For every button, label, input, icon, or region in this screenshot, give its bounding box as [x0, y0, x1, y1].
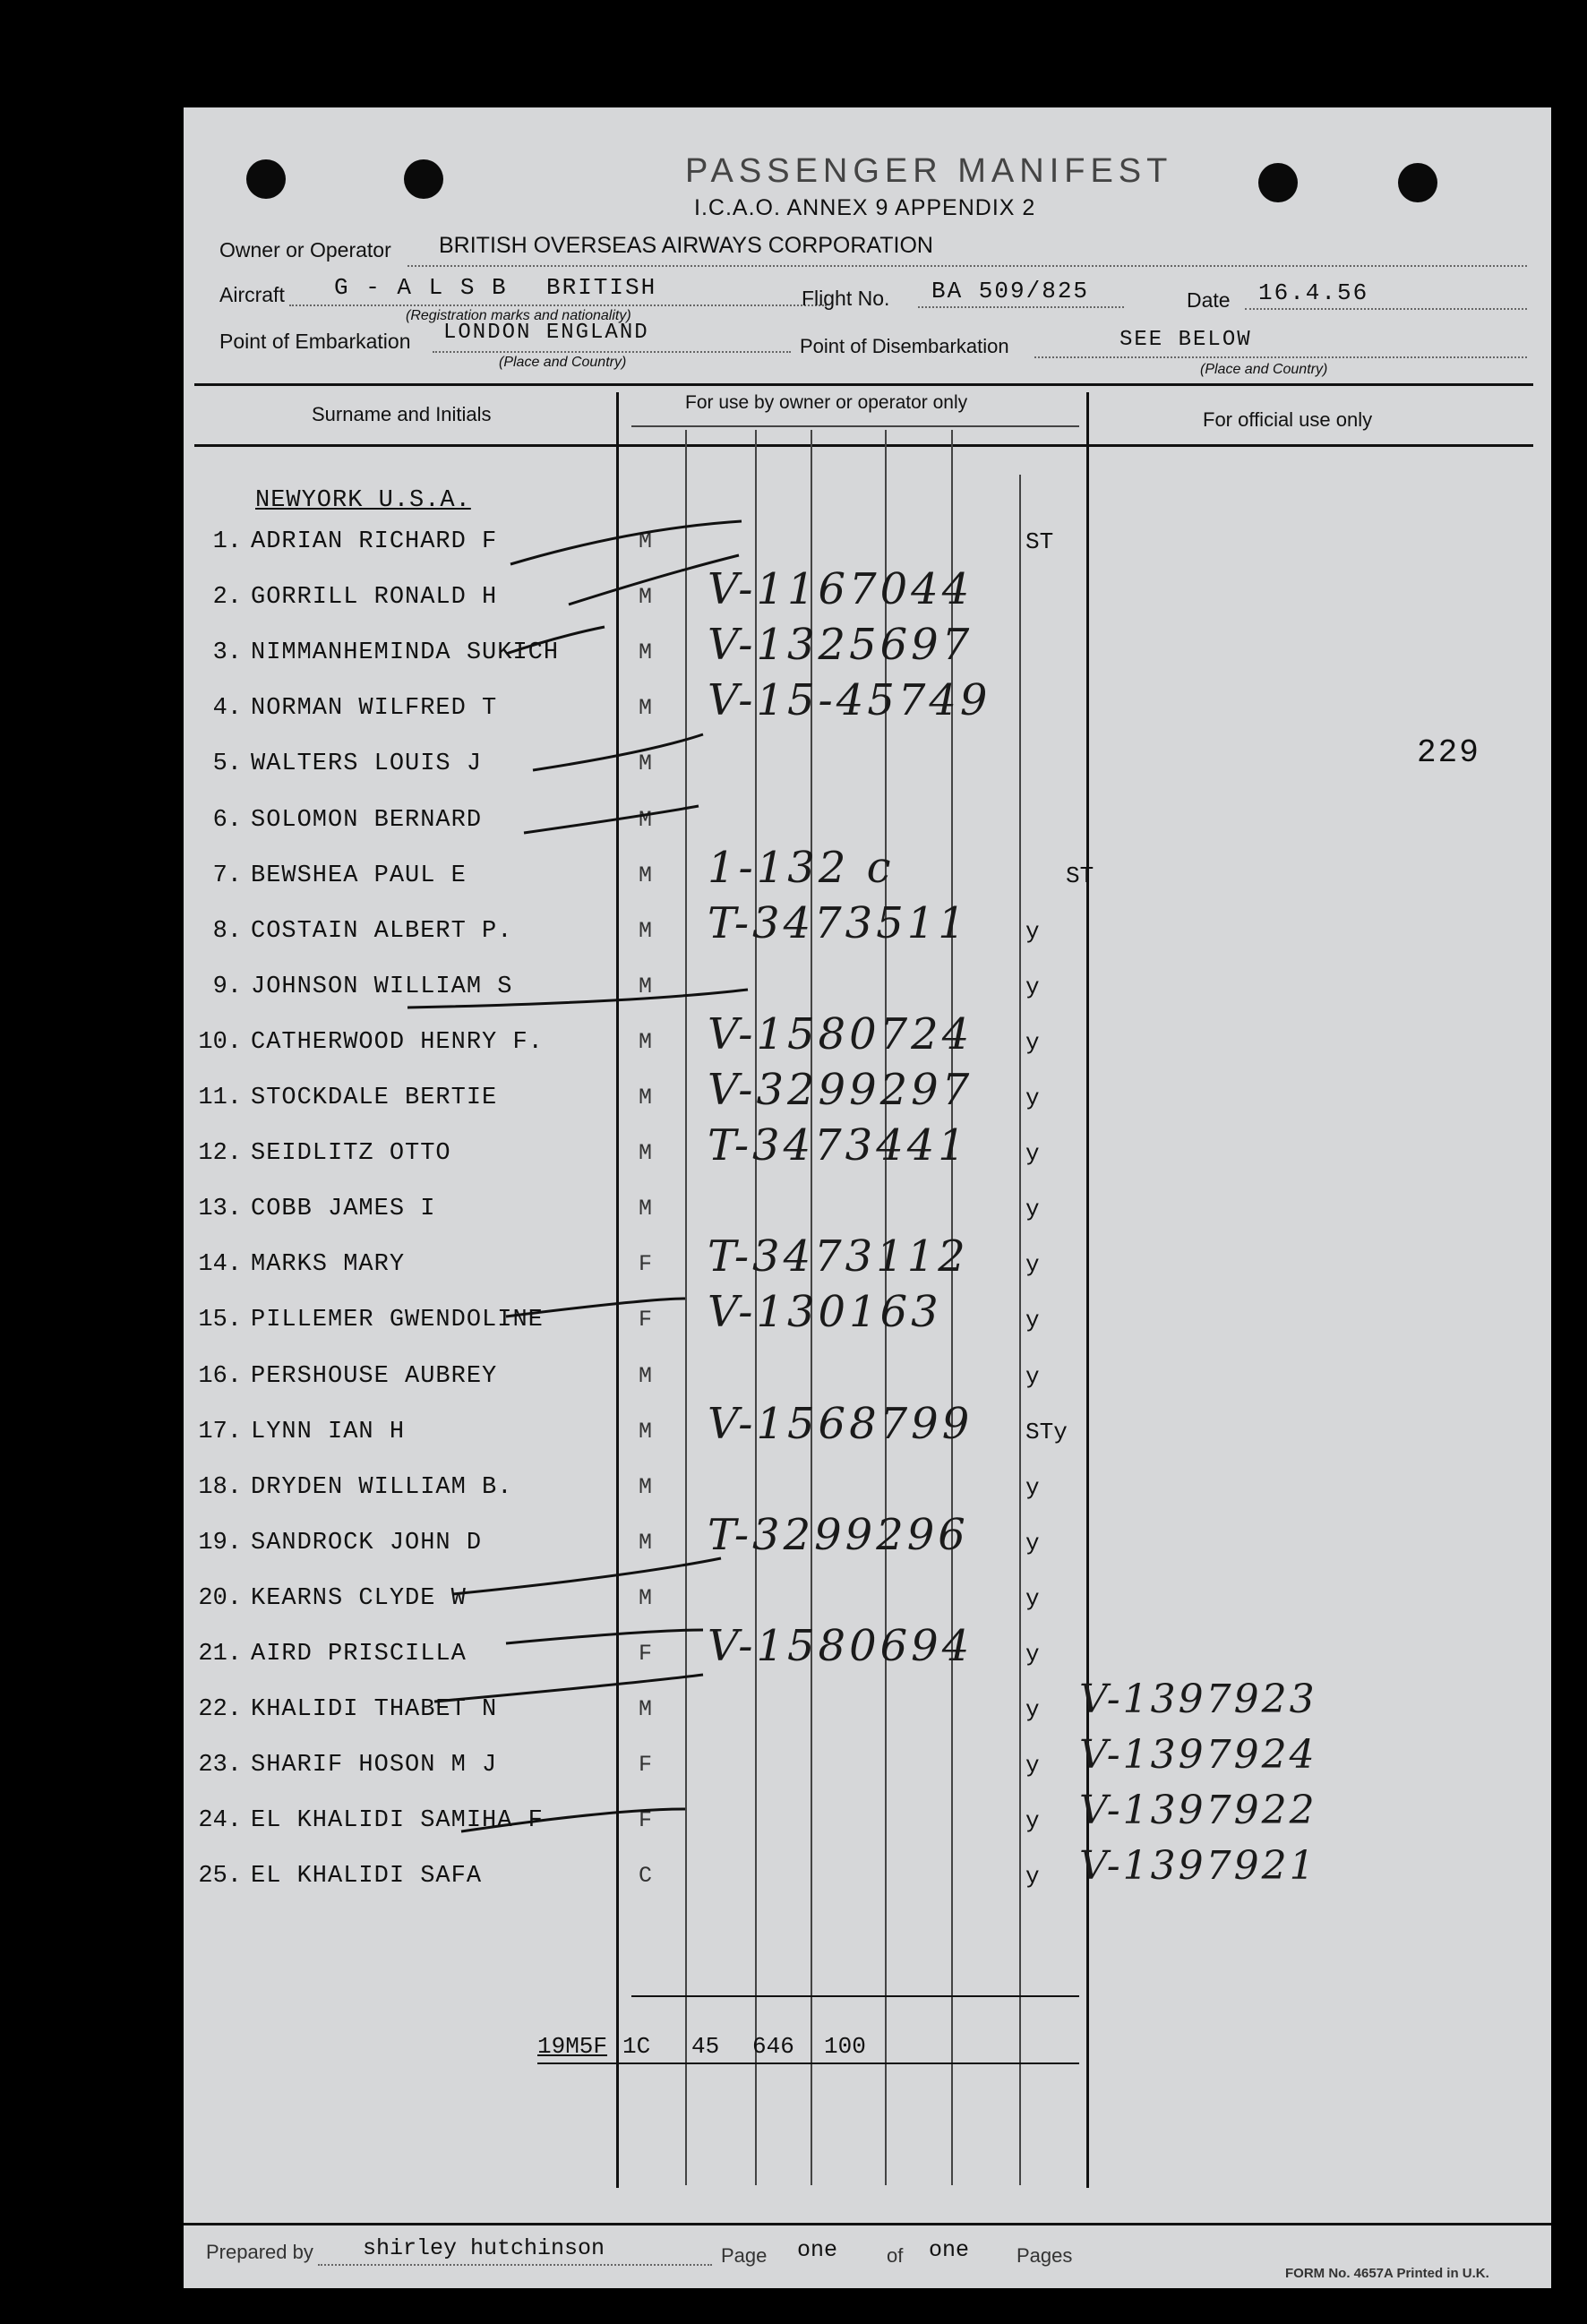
embark-label: Point of Embarkation	[219, 330, 411, 353]
passenger-sex: M	[639, 1585, 653, 1611]
embark-value: LONDON ENGLAND	[443, 321, 649, 345]
passenger-sex: M	[639, 1696, 653, 1722]
prepared-value: shirley hutchinson	[363, 2235, 605, 2261]
passenger-document-number: V-3299297	[708, 1065, 974, 1115]
passenger-document-number: T-3473112	[708, 1231, 969, 1282]
passenger-sex: M	[639, 695, 653, 721]
handwritten-tick-marks	[184, 107, 1551, 2288]
total-c: 1C	[622, 2033, 651, 2060]
passenger-sex: F	[639, 1307, 653, 1333]
passenger-sex: M	[639, 973, 653, 999]
passenger-sex: M	[639, 584, 653, 610]
passenger-flag: STy	[1025, 1419, 1068, 1445]
manifest-title: PASSENGER MANIFEST	[685, 152, 1173, 190]
passenger-flag: y	[1025, 1140, 1040, 1167]
passenger-number: 20.	[198, 1585, 242, 1612]
passenger-flag: y	[1025, 973, 1040, 1000]
passenger-number: 7.	[212, 862, 242, 889]
passenger-document-number: 1-132 c	[708, 843, 895, 893]
passenger-sex: M	[639, 1196, 653, 1222]
destination-heading: NEWYORK U.S.A.	[255, 487, 471, 514]
passenger-flag: y	[1025, 1307, 1040, 1334]
total-a: 45	[691, 2033, 720, 2060]
total-mf: 19M5F	[537, 2033, 608, 2060]
passenger-number: 8.	[212, 918, 242, 945]
passenger-sex: M	[639, 807, 653, 833]
disembark-note: (Place and Country)	[1200, 362, 1328, 377]
passenger-sex: F	[639, 1641, 653, 1667]
passenger-name: JOHNSON WILLIAM S	[251, 973, 513, 1000]
flight-label: Flight No.	[802, 287, 890, 310]
passenger-document-number: V-1397923	[1079, 1677, 1317, 1722]
passenger-number: 16.	[198, 1363, 242, 1390]
aircraft-note: (Registration marks and nationality)	[406, 308, 631, 323]
passenger-sex: M	[639, 918, 653, 944]
manifest-subtitle: I.C.A.O. ANNEX 9 APPENDIX 2	[694, 195, 1036, 220]
passenger-sex: F	[639, 1752, 653, 1778]
passenger-number: 15.	[198, 1307, 242, 1334]
passenger-number: 25.	[198, 1863, 242, 1890]
passenger-name: KEARNS CLYDE W	[251, 1585, 467, 1612]
passenger-document-number: T-3473511	[708, 898, 969, 948]
aircraft-registration: G - A L S B	[334, 274, 508, 301]
passenger-name: LYNN IAN H	[251, 1419, 406, 1445]
passenger-name: WALTERS LOUIS J	[251, 750, 483, 777]
prepared-label: Prepared by	[206, 2241, 313, 2263]
passenger-flag: y	[1025, 918, 1040, 945]
passenger-sex: C	[639, 1863, 653, 1889]
passenger-flag: y	[1025, 1085, 1040, 1111]
passenger-document-number: V-1580724	[708, 1009, 974, 1059]
passenger-sex: M	[639, 639, 653, 665]
passenger-name: SANDROCK JOHN D	[251, 1530, 483, 1556]
official-number: 229	[1417, 734, 1480, 771]
total-b: 646	[752, 2033, 794, 2060]
passenger-name: PILLEMER GWENDOLINE	[251, 1307, 544, 1334]
passenger-document-number: V-15-45749	[708, 675, 991, 725]
passenger-number: 3.	[212, 639, 242, 666]
passenger-sex: M	[639, 1474, 653, 1500]
passenger-number: 1.	[212, 528, 242, 555]
embark-note: (Place and Country)	[499, 355, 627, 370]
passenger-name: NIMMANHEMINDA SUKICH	[251, 639, 560, 666]
passenger-sex: M	[639, 862, 653, 888]
passenger-flag: y	[1025, 1807, 1040, 1834]
passenger-number: 2.	[212, 584, 242, 611]
passenger-document-number: V-130163	[708, 1287, 942, 1337]
passenger-name: BEWSHEA PAUL E	[251, 862, 467, 889]
passenger-number: 21.	[198, 1641, 242, 1668]
passenger-name: PERSHOUSE AUBREY	[251, 1363, 498, 1390]
passenger-number: 18.	[198, 1474, 242, 1501]
disembark-label: Point of Disembarkation	[800, 335, 1009, 357]
passenger-sex: M	[639, 1363, 653, 1389]
passenger-number: 13.	[198, 1196, 242, 1222]
passenger-document-number: T-3299296	[708, 1510, 969, 1560]
of-label: of	[887, 2244, 904, 2267]
passenger-document-number: V-1325697	[708, 620, 974, 670]
official-use-column-header: For official use only	[1203, 408, 1373, 431]
passenger-name: ADRIAN RICHARD F	[251, 528, 498, 555]
passenger-sex: M	[639, 1530, 653, 1556]
passenger-flag: y	[1025, 1696, 1040, 1723]
passenger-name: SOLOMON BERNARD	[251, 807, 483, 834]
passenger-name: SHARIF HOSON M J	[251, 1752, 498, 1779]
passenger-flag: y	[1025, 1029, 1040, 1056]
passenger-name: STOCKDALE BERTIE	[251, 1085, 498, 1111]
passenger-sex: F	[639, 1807, 653, 1833]
passenger-number: 11.	[198, 1085, 242, 1111]
passenger-sex: M	[639, 1085, 653, 1111]
passenger-sex: M	[639, 1029, 653, 1055]
flight-number: BA 509/825	[931, 278, 1090, 304]
page-value: one	[797, 2237, 838, 2263]
passenger-flag: y	[1025, 1363, 1040, 1390]
total-c2: 100	[824, 2033, 866, 2060]
passenger-number: 9.	[212, 973, 242, 1000]
passenger-document-number: V-1397922	[1079, 1788, 1317, 1833]
passenger-number: 4.	[212, 695, 242, 722]
passenger-flag: y	[1025, 1863, 1040, 1890]
passenger-sex: M	[639, 750, 653, 776]
passenger-name: COBB JAMES I	[251, 1196, 436, 1222]
passenger-flag: y	[1025, 1585, 1040, 1612]
passenger-number: 12.	[198, 1140, 242, 1167]
passenger-name: SEIDLITZ OTTO	[251, 1140, 451, 1167]
passenger-flag: ST	[1066, 862, 1094, 889]
passenger-document-number: V-1580694	[708, 1621, 974, 1671]
passenger-document-number: T-3473441	[708, 1120, 969, 1171]
passenger-number: 19.	[198, 1530, 242, 1556]
passenger-name: NORMAN WILFRED T	[251, 695, 498, 722]
passenger-document-number: V-1397924	[1079, 1732, 1317, 1778]
passenger-number: 14.	[198, 1251, 242, 1278]
aircraft-label: Aircraft	[219, 283, 285, 306]
passenger-document-number: V-1397921	[1079, 1843, 1317, 1889]
surname-column-header: Surname and Initials	[312, 403, 492, 425]
passenger-name: KHALIDI THABET N	[251, 1696, 498, 1723]
aircraft-nationality: BRITISH	[546, 274, 657, 301]
owner-use-column-header: For use by owner or operator only	[685, 392, 968, 413]
passenger-name: CATHERWOOD HENRY F.	[251, 1029, 544, 1056]
date-value: 16.4.56	[1258, 279, 1369, 306]
owner-value: BRITISH OVERSEAS AIRWAYS CORPORATION	[439, 233, 933, 258]
passenger-number: 10.	[198, 1029, 242, 1056]
passenger-name: EL KHALIDI SAMIHA F	[251, 1807, 544, 1834]
passenger-number: 23.	[198, 1752, 242, 1779]
passenger-flag: y	[1025, 1196, 1040, 1222]
passenger-name: EL KHALIDI SAFA	[251, 1863, 483, 1890]
passenger-document-number: V-1167044	[708, 564, 974, 614]
passenger-flag: y	[1025, 1530, 1040, 1556]
passenger-name: MARKS MARY	[251, 1251, 406, 1278]
passenger-name: AIRD PRISCILLA	[251, 1641, 467, 1668]
passenger-number: 5.	[212, 750, 242, 777]
passenger-sex: F	[639, 1251, 653, 1277]
pages-label: Pages	[1017, 2244, 1073, 2267]
date-label: Date	[1187, 288, 1231, 312]
passenger-flag: ST	[1025, 528, 1054, 555]
passenger-flag: y	[1025, 1752, 1040, 1779]
passenger-flag: y	[1025, 1251, 1040, 1278]
owner-label: Owner or Operator	[219, 238, 391, 262]
passenger-name: GORRILL RONALD H	[251, 584, 498, 611]
passenger-flag: y	[1025, 1641, 1040, 1668]
passenger-number: 22.	[198, 1696, 242, 1723]
passenger-name: DRYDEN WILLIAM B.	[251, 1474, 513, 1501]
passenger-sex: M	[639, 1140, 653, 1166]
passenger-sex: M	[639, 528, 653, 554]
manifest-sheet	[184, 107, 1551, 2288]
passenger-number: 6.	[212, 807, 242, 834]
disembark-value: SEE BELOW	[1119, 328, 1252, 352]
of-value: one	[929, 2237, 970, 2263]
passenger-sex: M	[639, 1419, 653, 1445]
form-number: FORM No. 4657A Printed in U.K.	[1285, 2266, 1489, 2281]
passenger-document-number: V-1568799	[708, 1399, 974, 1449]
passenger-number: 17.	[198, 1419, 242, 1445]
passenger-number: 24.	[198, 1807, 242, 1834]
page-label: Page	[721, 2244, 768, 2267]
passenger-flag: y	[1025, 1474, 1040, 1501]
passenger-name: COSTAIN ALBERT P.	[251, 918, 513, 945]
